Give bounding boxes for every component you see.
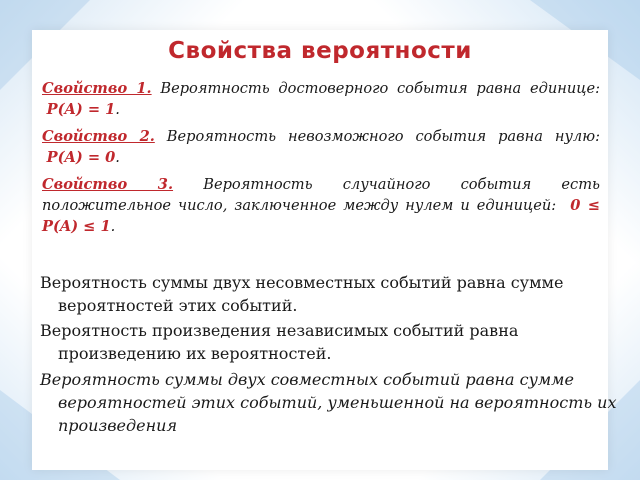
property-label: Свойство 1. bbox=[42, 80, 152, 97]
property-text: Вероятность невозможного события равна нулю: bbox=[166, 128, 600, 145]
rule-sum-compatible: Вероятность суммы двух совместных событий равна сумме вероятностей этих событий, уменьшенной на вероятность их произведения bbox=[40, 370, 617, 435]
property-end: . bbox=[110, 218, 116, 235]
property-text: Вероятность случайного события есть положительное число, заключенное между нулем и единицей: bbox=[42, 176, 600, 214]
rule-sum-incompatible: Вероятность суммы двух несовместных событий равна сумме вероятностей этих событий. bbox=[40, 273, 564, 315]
property-text: Вероятность достоверного события равна единице: bbox=[160, 80, 601, 97]
property-formula: 0 ≤ P(A) ≤ 1 bbox=[42, 197, 601, 235]
property-formula: P(A) = 1 bbox=[46, 101, 116, 118]
rule-product-independent: Вероятность произведения независимых событий равна произведению их вероятностей. bbox=[40, 321, 519, 363]
slide-title: Свойства вероятности bbox=[168, 38, 472, 64]
property-end: . bbox=[115, 149, 120, 166]
property-label: Свойство 2. bbox=[42, 128, 155, 145]
property-1 bbox=[42, 78, 600, 120]
property-formula: P(A) = 0 bbox=[46, 149, 116, 166]
property-label: Свойство 3. bbox=[42, 176, 174, 193]
property-2 bbox=[42, 126, 600, 168]
property-end: . bbox=[115, 101, 120, 118]
property-3 bbox=[42, 174, 600, 237]
